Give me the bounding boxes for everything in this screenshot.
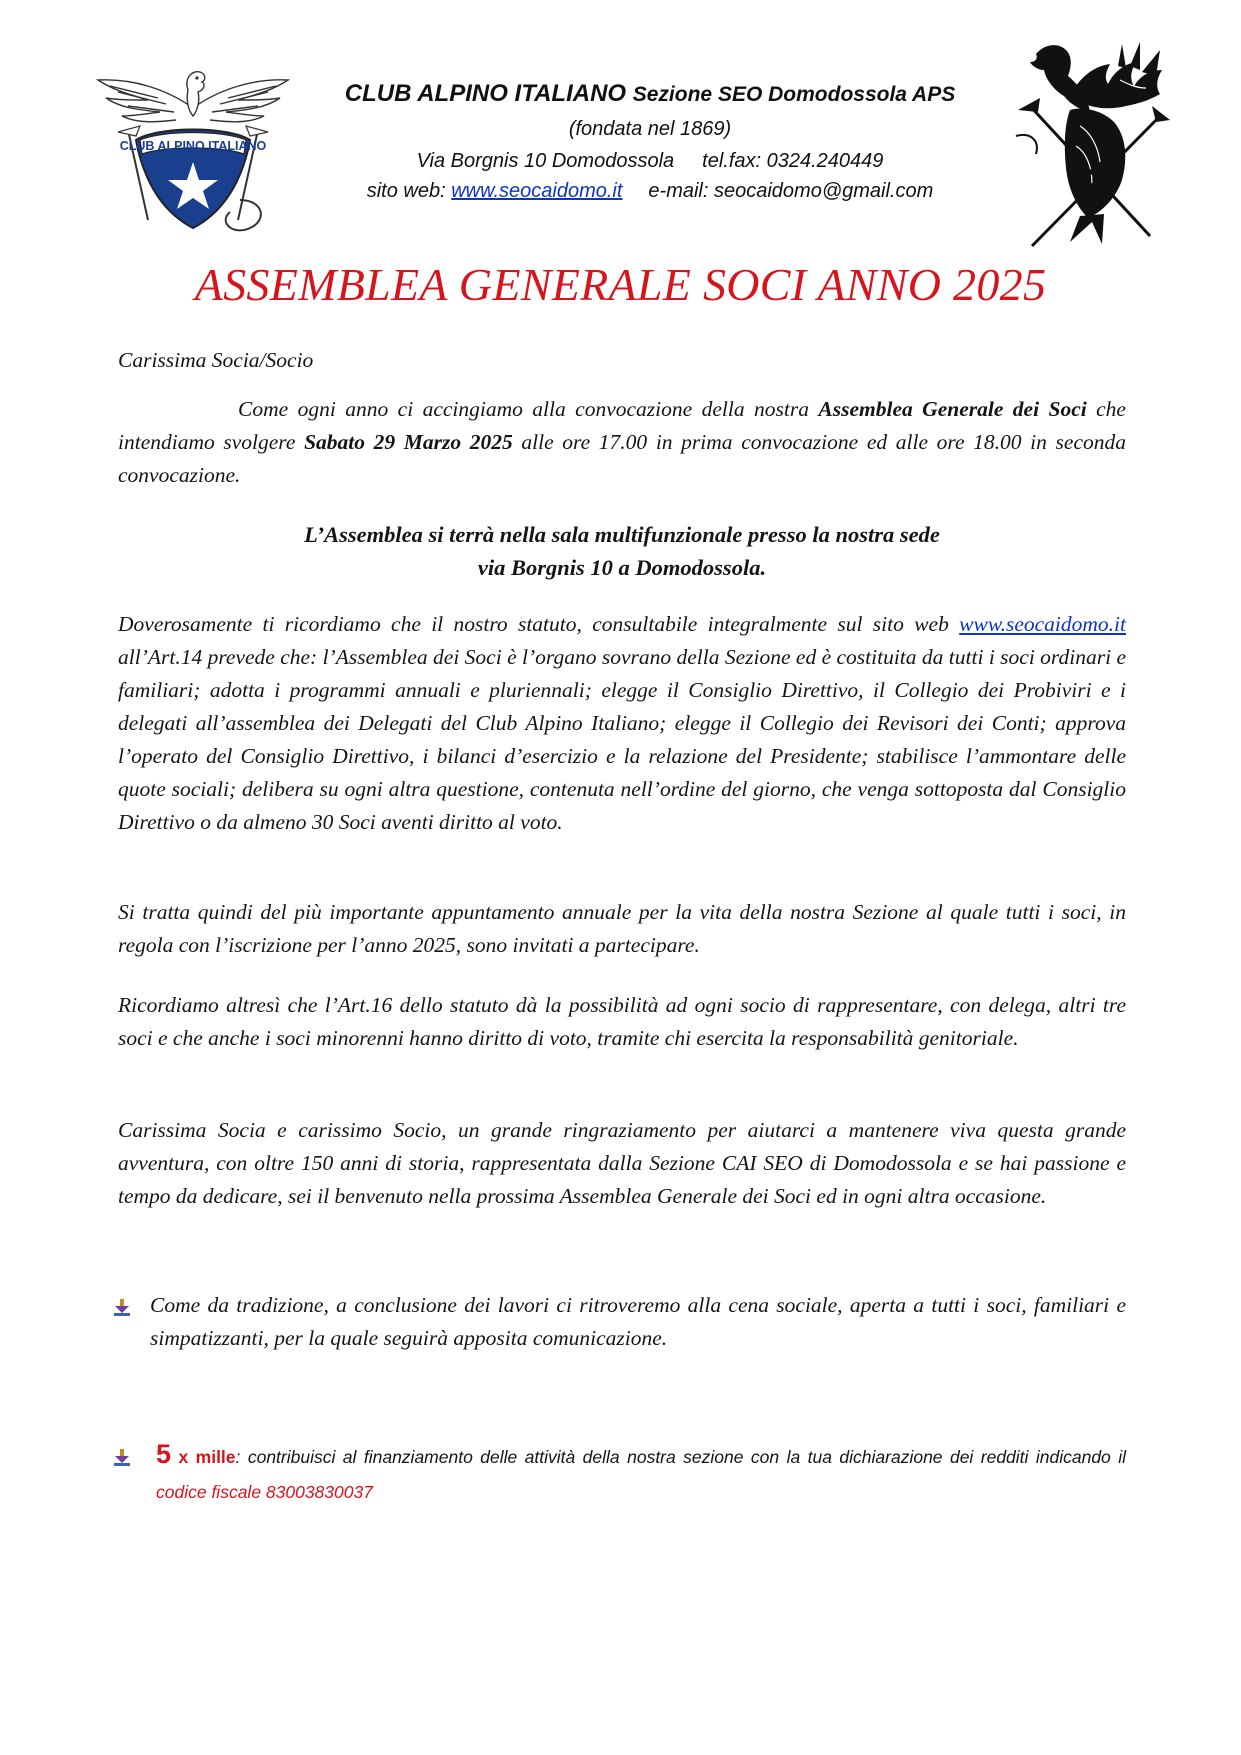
founded-line: (fondata nel 1869)	[568, 118, 732, 140]
location-line-2: via Borgnis 10 a Domodossola.	[477, 555, 767, 580]
intro-paragraph	[118, 393, 1126, 492]
fiscal-code: codice fiscale 83003830037	[156, 1482, 373, 1502]
five-mille-number: 5	[156, 1439, 172, 1469]
assembly-date: Sabato 29 Marzo 2025	[304, 430, 513, 454]
page-title: ASSEMBLEA GENERALE SOCI ANNO 2025	[194, 259, 1047, 310]
arrow-bullet-icon	[112, 1447, 132, 1467]
email: e-mail: seocaidomo@gmail.com	[648, 180, 934, 202]
importance-paragraph: Si tratta quindi del più importante appuntamento annuale per la vita della nostra Sezione al quale tutti i soci, in regola con l’iscrizione per l’anno 2025, sono invitati a partecipare.	[118, 900, 1126, 957]
contacts-line	[260, 180, 1040, 203]
intro-text-a: Come ogni anno ci accingiamo alla convocazione della nostra	[238, 397, 819, 421]
location-block	[118, 518, 1126, 584]
location-line-1: L’Assemblea si terrà nella sala multifunzionale presso la nostra sede	[304, 522, 940, 547]
statute-text-a: Doverosamente ti ricordiamo che il nostro statuto, consultabile integralmente sul sito web	[118, 612, 960, 636]
dinner-paragraph: Come da tradizione, a conclusione dei lavori ci ritroveremo alla cena sociale, aperta a tutti i soci, familiari e simpatizzanti, per la quale seguirà apposita comunicazione.	[150, 1293, 1126, 1350]
intro-text-c: che intendiamo svolgere	[118, 397, 1126, 454]
five-mille-text: : contribuisci al finanziamento delle attività della nostra sezione con la tua dichiarazione dei redditi indicando il	[235, 1447, 1126, 1467]
cai-eagle-emblem-icon	[88, 50, 298, 240]
arrow-bullet-icon	[112, 1297, 132, 1317]
intro-text-e: alle ore 17.00 in prima convocazione ed alle ore 18.00 in seconda convocazione.	[118, 430, 1126, 487]
website-link[interactable]: www.seocaidomo.it	[451, 180, 623, 202]
statute-text-b: all’Art.14 prevede che: l’Assemblea dei Soci è l’organo sovrano della Sezione ed è costituita da tutti i soci ordinari e familiari; adotta i programmi annuali e pluriennali; elegge il Consiglio Direttivo, il Collegio dei Probiviri e i delegati all’assemblea dei Delegati del Club Alpino Italiano; elegge il Collegio dei Revisori dei Conti; approva l’operato del Consiglio Direttivo, i bilanci d’esercizio e la relazione del Presidente; stabilisce l’ammontare delle quote sociali; delibera su ogni altra questione, contenuta nell’ordine del giorno, che venga sottoposta dal Consiglio Direttivo o da almeno 30 Soci aventi diritto al voto.	[118, 645, 1126, 834]
five-mille-paragraph	[156, 1437, 1126, 1510]
statute-paragraph	[118, 608, 1126, 839]
org-name: CLUB ALPINO ITALIANO	[344, 80, 627, 107]
address: Via Borgnis 10 Domodossola	[416, 150, 675, 172]
assembly-name: Assemblea Generale dei Soci	[818, 397, 1087, 421]
eagle-ice-axe-emblem-icon	[1010, 36, 1180, 250]
emblem-text: CLUB ALPINO ITALIANO	[119, 139, 267, 153]
greeting: Carissima Socia/Socio	[118, 348, 314, 372]
delegation-paragraph: Ricordiamo altresì che l’Art.16 dello statuto dà la possibilità ad ogni socio di rappresentare, con delega, altri tre soci e che anche i soci minorenni hanno diritto di voto, tramite chi esercita la responsabilità genitoriale.	[118, 993, 1126, 1050]
section-name: Sezione SEO Domodossola APS	[632, 83, 956, 106]
five-mille-label: x mille	[171, 1447, 236, 1467]
website-label: sito web:	[366, 180, 446, 202]
address-line	[260, 150, 1040, 173]
statute-website-link[interactable]: www.seocaidomo.it	[959, 612, 1126, 636]
thanks-paragraph: Carissima Socia e carissimo Socio, un grande ringraziamento per aiutarci a mantenere viva questa grande avventura, con oltre 150 anni di storia, rappresentata dalla Sezione CAI SEO di Domodossola e se hai passione e tempo da dedicare, sei il benvenuto nella prossima Assemblea Generale dei Soci ed in ogni altra occasione.	[118, 1118, 1126, 1208]
org-name-line	[260, 80, 1040, 108]
phone: tel.fax: 0324.240449	[702, 150, 884, 172]
